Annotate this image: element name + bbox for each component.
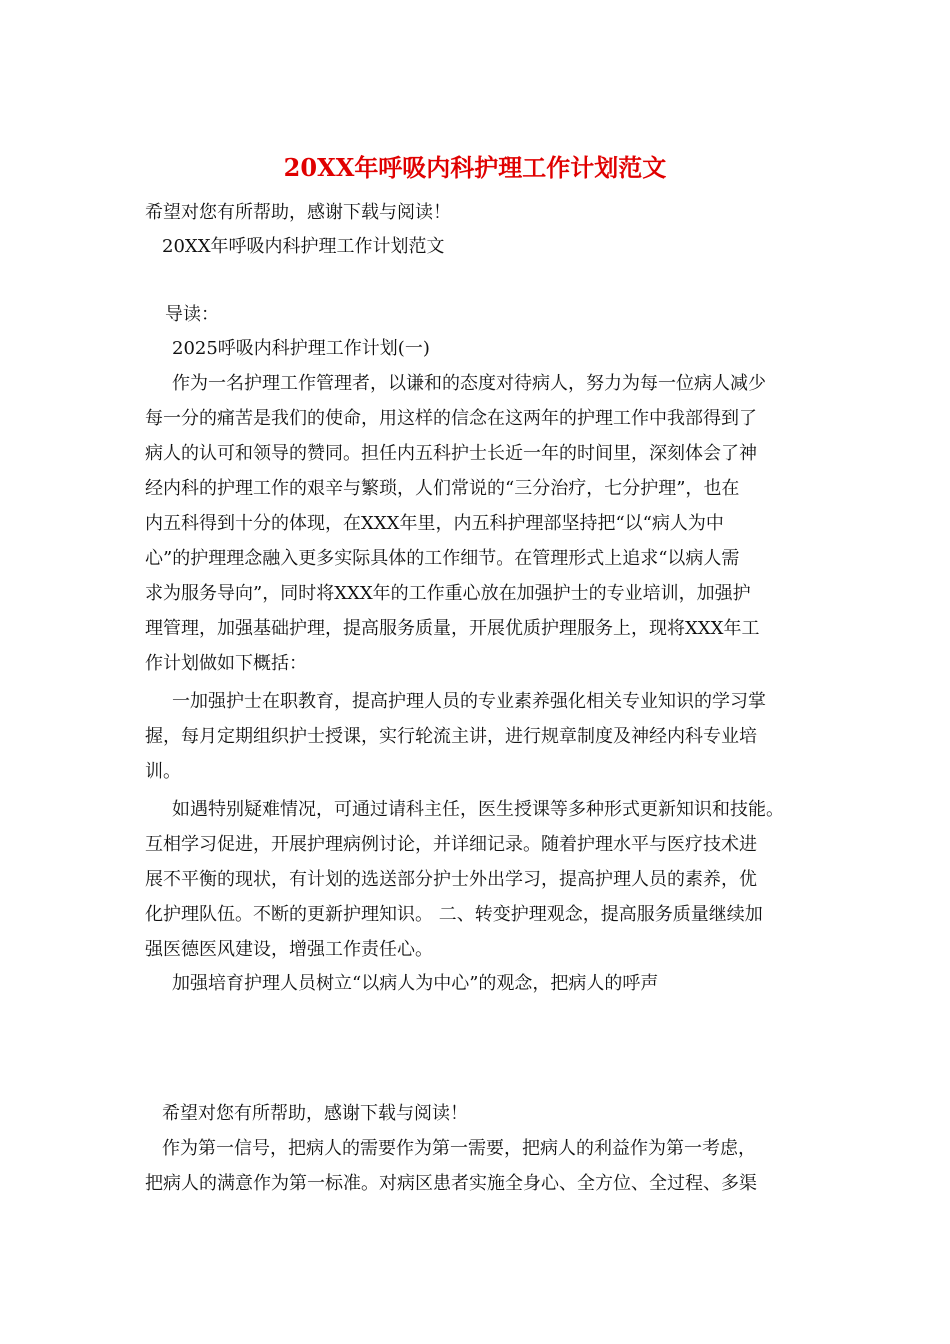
text-line: 心”的护理理念融入更多实际具体的工作细节。在管理形式上追求“以病人需 (145, 548, 740, 569)
text-line: 希望对您有所帮助，感谢下载与阅读！ (145, 202, 451, 223)
text-line: 作为一名护理工作管理者，以谦和的态度对待病人，努力为每一位病人减少 (172, 373, 766, 394)
text-line: 每一分的痛苦是我们的使命，用这样的信念在这两年的护理工作中我部得到了 (145, 408, 757, 429)
text-line: 训。 (145, 761, 181, 782)
text-line: 作为第一信号，把病人的需要作为第一需要，把病人的利益作为第一考虑， (162, 1138, 756, 1159)
text-line: 作计划做如下概括： (145, 653, 307, 674)
text-line: 求为服务导向”，同时将XXX年的工作重心放在加强护士的专业培训，加强护 (145, 583, 751, 604)
text-line: 一加强护士在职教育，提高护理人员的专业素养强化相关专业知识的学习掌 (172, 691, 766, 712)
text-line: 导读： (165, 304, 219, 325)
text-line: 握，每月定期组织护士授课，实行轮流主讲，进行规章制度及神经内科专业培 (145, 726, 757, 747)
text-line: 病人的认可和领导的赞同。担任内五科护士长近一年的时间里，深刻体会了神 (145, 443, 757, 464)
text-line: 2025呼吸内科护理工作计划(一) (172, 338, 430, 359)
text-line: 强医德医风建设，增强工作责任心。 (145, 939, 433, 960)
text-line: 加强培育护理人员树立“以病人为中心”的观念，把病人的呼声 (172, 973, 659, 994)
text-line: 20XX年呼吸内科护理工作计划范文 (162, 236, 445, 257)
text-line: 经内科的护理工作的艰辛与繁琐，人们常说的“三分治疗，七分护理”，也在 (145, 478, 740, 499)
text-line: 化护理队伍。不断的更新护理知识。 二、转变护理观念，提高服务质量继续加 (145, 904, 763, 925)
document-title: 20XX年呼吸内科护理工作计划范文 (283, 153, 667, 182)
text-line: 希望对您有所帮助，感谢下载与阅读！ (162, 1103, 468, 1124)
text-line: 如遇特别疑难情况，可通过请科主任，医生授课等多种形式更新知识和技能。 (172, 799, 784, 820)
text-line: 理管理，加强基础护理，提高服务质量，开展优质护理服务上，现将XXX年工 (145, 618, 760, 639)
text-line: 互相学习促进，开展护理病例讨论，并详细记录。随着护理水平与医疗技术进 (145, 834, 757, 855)
text-line: 展不平衡的现状，有计划的选送部分护士外出学习，提高护理人员的素养，优 (145, 869, 757, 890)
text-line: 内五科得到十分的体现，在XXX年里，内五科护理部坚持把“以“病人为中 (145, 513, 724, 534)
text-line: 把病人的满意作为第一标准。对病区患者实施全身心、全方位、全过程、多渠 (145, 1173, 757, 1194)
